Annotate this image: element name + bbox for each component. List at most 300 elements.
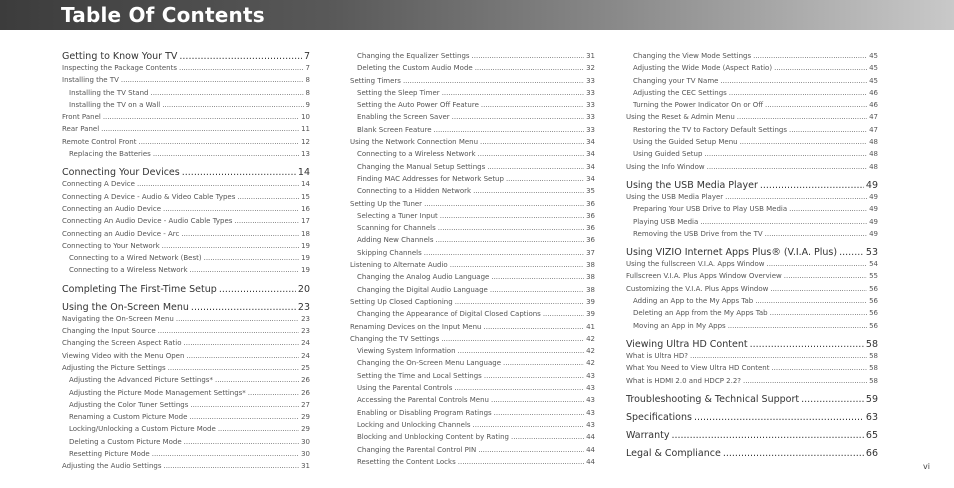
dot-leader [700, 216, 867, 228]
toc-entry[interactable] [350, 394, 595, 406]
toc-entry-title: Connecting to a Wired Network (Best) [69, 254, 202, 263]
dot-leader [475, 62, 584, 74]
dot-leader [740, 136, 868, 148]
toc-entry[interactable] [626, 180, 878, 191]
toc-entry-page: 34 [586, 150, 595, 159]
toc-entry-title: Setting the Auto Power Off Feature [357, 101, 479, 110]
toc-entry[interactable] [350, 124, 595, 136]
toc-entry-title: Setting Up the Tuner [350, 199, 423, 208]
toc-entry-page: 23 [301, 314, 310, 323]
toc-entry-page: 47 [869, 113, 878, 122]
toc-entry[interactable] [62, 74, 310, 86]
toc-entry-page: 29 [301, 413, 310, 422]
dot-leader [771, 362, 867, 374]
dot-leader [472, 50, 585, 62]
toc-entry[interactable] [626, 136, 878, 148]
dot-leader [753, 50, 867, 62]
toc-entry[interactable] [626, 448, 878, 459]
toc-entry[interactable] [350, 148, 595, 160]
dot-leader [190, 399, 299, 411]
toc-entry-page: 15 [301, 192, 310, 201]
dot-leader [234, 215, 299, 227]
toc-entry[interactable] [62, 51, 310, 62]
page-title: Table Of Contents [61, 3, 265, 27]
toc-entry[interactable] [62, 215, 310, 227]
dot-leader [440, 210, 584, 222]
dot-leader [503, 357, 584, 369]
toc-entry[interactable] [350, 136, 595, 148]
toc-entry[interactable] [350, 284, 595, 296]
toc-entry-title: Resetting the Content Locks [357, 457, 456, 466]
dot-leader [184, 337, 300, 349]
toc-entry-title: Completing The First-Time Setup [62, 283, 217, 295]
dot-leader [181, 228, 299, 240]
toc-entry-page: 9 [305, 100, 310, 109]
toc-entry[interactable] [350, 111, 595, 123]
toc-entry[interactable] [62, 325, 310, 337]
toc-entry[interactable] [626, 350, 878, 362]
toc-entry[interactable] [626, 307, 878, 319]
toc-entry[interactable] [626, 87, 878, 99]
toc-entry[interactable] [62, 264, 310, 276]
toc-entry-title: Using the Info Window [626, 162, 705, 171]
dot-leader [150, 87, 303, 99]
dot-leader [454, 382, 584, 394]
toc-entry[interactable] [626, 62, 878, 74]
toc-entry[interactable] [350, 185, 595, 197]
toc-entry[interactable] [62, 387, 310, 399]
dot-leader [153, 148, 299, 160]
dot-leader [481, 99, 584, 111]
toc-entry[interactable] [350, 407, 595, 419]
toc-entry-page: 36 [586, 236, 595, 245]
toc-entry-title: Removing the USB Drive from the TV [633, 229, 763, 238]
toc-entry[interactable] [626, 283, 878, 295]
toc-entry-title: Installing the TV [62, 76, 119, 85]
toc-entry[interactable] [350, 99, 595, 111]
toc-entry-title: Locking and Unlocking Channels [357, 420, 471, 429]
toc-entry[interactable] [62, 302, 310, 313]
dot-leader [491, 394, 584, 406]
toc-entry-title: Viewing Video with the Menu Open [62, 351, 185, 360]
dot-leader [480, 136, 584, 148]
toc-entry-page: 8 [305, 88, 310, 97]
toc-entry[interactable] [62, 337, 310, 349]
toc-entry-page: 11 [301, 125, 310, 134]
toc-entry-page: 34 [586, 162, 595, 171]
dot-leader [478, 444, 584, 456]
toc-entry[interactable] [626, 339, 878, 350]
toc-entry-page: 7 [303, 51, 310, 62]
toc-entry-page: 44 [586, 445, 595, 454]
toc-entry-title: Troubleshooting & Technical Support [626, 393, 800, 405]
dot-leader [218, 423, 299, 435]
toc-entry[interactable] [626, 375, 878, 387]
dot-leader [403, 75, 584, 87]
toc-entry[interactable] [626, 216, 878, 228]
toc-entry-title: Adding an App to the My Apps Tab [633, 297, 754, 306]
dot-leader [725, 191, 867, 203]
toc-column-1 [62, 51, 310, 473]
toc-entry-page: 14 [297, 167, 310, 179]
toc-entry[interactable] [62, 362, 310, 374]
toc-entry[interactable] [626, 50, 878, 62]
toc-entry-page: 38 [586, 273, 595, 282]
toc-entry[interactable] [62, 203, 310, 215]
toc-entry-page: 18 [301, 229, 310, 238]
toc-entry[interactable] [62, 136, 310, 148]
toc-entry[interactable] [626, 320, 878, 332]
dot-leader [543, 308, 584, 320]
toc-entry[interactable] [62, 460, 310, 472]
toc-entry[interactable] [626, 394, 878, 405]
toc-entry-page: 23 [301, 327, 310, 336]
toc-entry-page: 31 [586, 52, 595, 60]
toc-entry-title: Using the On-Screen Menu [62, 301, 189, 313]
toc-entry-page: 13 [301, 150, 310, 159]
toc-entry-page: 26 [301, 388, 310, 397]
toc-entry[interactable] [626, 203, 878, 215]
toc-entry[interactable] [350, 444, 595, 456]
dot-leader [168, 362, 299, 374]
toc-entry-title: Selecting a Tuner Input [357, 211, 438, 220]
toc-entry-page: 48 [869, 138, 878, 147]
dot-leader [182, 167, 296, 178]
toc-entry[interactable] [62, 313, 310, 325]
toc-entry-title: Renaming a Custom Picture Mode [69, 413, 188, 422]
toc-entry-page: 23 [297, 301, 310, 313]
dot-leader [720, 75, 867, 87]
dot-leader [789, 203, 867, 215]
toc-entry[interactable] [62, 240, 310, 252]
dot-leader [511, 431, 584, 443]
toc-entry-page: 56 [869, 309, 878, 318]
toc-entry-page: 34 [586, 138, 595, 147]
toc-entry-page: 30 [301, 437, 310, 446]
toc-entry[interactable] [350, 259, 595, 271]
toc-entry-title: Changing the Analog Audio Language [357, 273, 490, 282]
toc-entry-title: Using the fullscreen V.I.A. Apps Window [626, 260, 765, 269]
toc-entry-title: Connecting to a Wireless Network [357, 150, 476, 159]
toc-entry-title: Moving an App in My Apps [633, 321, 726, 330]
toc-entry-page: 30 [301, 450, 310, 459]
toc-entry-page: 38 [586, 261, 595, 270]
toc-entry[interactable] [62, 284, 310, 295]
dot-leader [737, 111, 867, 123]
toc-entry-title: Changing the TV Settings [350, 334, 440, 343]
dot-leader [162, 240, 299, 252]
dot-leader [163, 460, 299, 472]
dot-leader [152, 448, 299, 460]
toc-entry[interactable] [626, 191, 878, 203]
toc-entry[interactable] [626, 228, 878, 240]
toc-entry[interactable] [626, 111, 878, 123]
toc-entry[interactable] [626, 362, 878, 374]
toc-entry-title: Using the Network Connection Menu [350, 138, 479, 147]
toc-entry-title: Viewing System Information [357, 347, 456, 356]
toc-entry-page: 47 [869, 125, 878, 134]
toc-entry-title: Setting the Time and Local Settings [357, 371, 482, 380]
toc-entry[interactable] [62, 191, 310, 203]
toc-entry[interactable] [350, 50, 595, 62]
toc-entry-page: 43 [586, 408, 595, 417]
dot-leader [801, 394, 864, 405]
toc-entry[interactable] [626, 75, 878, 87]
toc-entry-title: Setting Up Closed Captioning [350, 297, 453, 306]
dot-leader [184, 436, 299, 448]
toc-entry-title: Deleting the Custom Audio Mode [357, 64, 473, 73]
toc-entry-title: Adjusting the Picture Mode Management Settings* [69, 388, 246, 397]
toc-entry[interactable] [62, 87, 310, 99]
dot-leader [494, 407, 584, 419]
toc-entry-title: Installing the TV on a Wall [69, 100, 161, 109]
toc-entry-page: 10 [301, 113, 310, 122]
toc-entry[interactable] [62, 252, 310, 264]
toc-entry-page: 42 [586, 359, 595, 368]
dot-leader [487, 161, 584, 173]
dot-leader [473, 419, 585, 431]
toc-entry[interactable] [62, 62, 310, 74]
dot-leader [441, 333, 584, 345]
toc-entry-title: Connecting A Device [62, 180, 135, 189]
toc-entry[interactable] [350, 222, 595, 234]
dot-leader [478, 148, 585, 160]
toc-entry[interactable] [350, 271, 595, 283]
dot-leader [215, 374, 299, 386]
dot-leader [765, 228, 867, 240]
toc-entry-page: 49 [869, 205, 878, 214]
dot-leader [506, 173, 584, 185]
toc-entry[interactable] [626, 270, 878, 282]
dot-leader [774, 62, 867, 74]
toc-entry[interactable] [62, 411, 310, 423]
toc-entry-page: 24 [301, 351, 310, 360]
toc-entry-title: Customizing the V.I.A. Plus Apps Window [626, 284, 769, 293]
toc-entry[interactable] [350, 87, 595, 99]
toc-entry-page: 33 [586, 88, 595, 97]
toc-entry[interactable] [350, 431, 595, 443]
toc-entry-page: 43 [586, 420, 595, 429]
toc-entry[interactable] [626, 124, 878, 136]
dot-leader [190, 264, 300, 276]
toc-entry-page: 42 [586, 347, 595, 356]
toc-entry-title: Changing the Screen Aspect Ratio [62, 339, 182, 348]
toc-entry[interactable] [350, 75, 595, 87]
dot-leader [438, 222, 584, 234]
toc-entry-page: 26 [301, 376, 310, 385]
toc-entry-page: 58 [869, 364, 878, 373]
toc-entry-title: Connecting to a Wireless Network [69, 266, 188, 275]
toc-entry-title: Using Guided Setup [633, 150, 703, 159]
toc-entry[interactable] [626, 295, 878, 307]
toc-entry-title: Finding MAC Addresses for Network Setup [357, 174, 504, 183]
toc-entry[interactable] [62, 436, 310, 448]
dot-leader [694, 412, 864, 423]
toc-entry-title: What is Ultra HD? [626, 351, 689, 360]
toc-entry-page: 16 [301, 204, 310, 213]
toc-entry-page: 39 [586, 297, 595, 306]
toc-entry[interactable] [350, 210, 595, 222]
toc-entry-title: Changing the Input Source [62, 327, 156, 336]
toc-entry-title: Changing the Parental Control PIN [357, 445, 477, 454]
dot-leader [121, 74, 304, 86]
toc-entry-page: 19 [301, 266, 310, 275]
toc-entry-title: Connecting an Audio Device - Arc [62, 229, 180, 238]
toc-entry[interactable] [626, 161, 878, 173]
toc-entry-title: Using the Guided Setup Menu [633, 138, 738, 147]
toc-entry-title: What is HDMI 2.0 and HDCP 2.2? [626, 376, 742, 385]
toc-entry-page: 63 [865, 411, 878, 423]
toc-entry-page: 33 [586, 76, 595, 85]
dot-leader [760, 180, 864, 191]
toc-entry[interactable] [350, 173, 595, 185]
toc-entry-title: Changing the Equalizer Settings [357, 52, 470, 60]
toc-entry[interactable] [626, 412, 878, 423]
toc-entry-page: 44 [586, 433, 595, 442]
dot-leader [455, 296, 584, 308]
toc-entry-page: 25 [301, 363, 310, 372]
toc-entry-page: 29 [301, 425, 310, 434]
toc-entry[interactable] [62, 111, 310, 123]
toc-entry-title: Renaming Devices on the Input Menu [350, 322, 482, 331]
toc-entry-page: 45 [869, 76, 878, 85]
dot-leader [162, 99, 303, 111]
toc-entry[interactable] [350, 357, 595, 369]
toc-entry-title: Enabling or Disabling Program Ratings [357, 408, 492, 417]
toc-entry-page: 19 [301, 241, 310, 250]
toc-entry[interactable] [62, 148, 310, 160]
toc-entry-page: 49 [869, 217, 878, 226]
toc-entry-page: 12 [301, 137, 310, 146]
toc-entry[interactable] [62, 99, 310, 111]
toc-entry[interactable] [626, 258, 878, 270]
toc-entry-page: 49 [869, 229, 878, 238]
toc-entry[interactable] [350, 296, 595, 308]
dot-leader [158, 325, 299, 337]
toc-entry-title: Skipping Channels [357, 248, 422, 257]
toc-entry-page: 58 [865, 338, 878, 350]
dot-leader [450, 259, 584, 271]
toc-entry-page: 27 [301, 400, 310, 409]
toc-entry-title: Adjusting the CEC Settings [633, 88, 727, 97]
toc-entry[interactable] [62, 423, 310, 435]
toc-entry-page: 36 [586, 211, 595, 220]
toc-entry[interactable] [62, 167, 310, 178]
dot-leader [219, 284, 296, 295]
dot-leader [191, 302, 296, 313]
toc-entry-title: Changing the Digital Audio Language [357, 285, 488, 294]
dot-leader [442, 87, 584, 99]
toc-entry-page: 49 [865, 179, 878, 191]
dot-leader [770, 283, 867, 295]
toc-entry[interactable] [626, 99, 878, 111]
toc-entry-title: Navigating the On-Screen Menu [62, 314, 174, 323]
toc-entry[interactable] [350, 382, 595, 394]
toc-entry-page: 45 [869, 52, 878, 60]
toc-entry[interactable] [350, 247, 595, 259]
toc-entry[interactable] [350, 234, 595, 246]
toc-entry[interactable] [62, 178, 310, 190]
toc-entry[interactable] [62, 350, 310, 362]
toc-entry-title: Deleting an App from the My Apps Tab [633, 309, 768, 318]
dot-leader [186, 350, 299, 362]
dot-leader [101, 123, 299, 135]
toc-entry[interactable] [350, 370, 595, 382]
dot-leader [434, 124, 585, 136]
toc-entry[interactable] [350, 321, 595, 333]
toc-entry-title: Connecting to a Hidden Network [357, 187, 472, 196]
toc-entry-page: 44 [586, 457, 595, 466]
dot-leader [179, 51, 302, 62]
toc-entry[interactable] [350, 345, 595, 357]
toc-entry-title: Legal & Compliance [626, 447, 721, 459]
toc-entry[interactable] [626, 247, 878, 258]
toc-entry[interactable] [350, 161, 595, 173]
toc-entry-title: Resetting Picture Mode [69, 450, 150, 459]
toc-entry[interactable] [350, 456, 595, 468]
toc-entry-page: 24 [301, 339, 310, 348]
toc-entry-page: 66 [865, 447, 878, 459]
toc-entry-title: Fullscreen V.I.A. Plus Apps Window Overview [626, 272, 782, 281]
toc-entry-page: 43 [586, 384, 595, 393]
toc-entry-title: Connecting A Device - Audio & Video Cable Types [62, 192, 236, 201]
toc-entry-title: Scanning for Channels [357, 224, 436, 233]
toc-entry[interactable] [350, 419, 595, 431]
toc-entry-title: What You Need to View Ultra HD Content [626, 364, 770, 373]
toc-entry-title: Setting Timers [350, 76, 401, 85]
toc-entry-page: 46 [869, 101, 878, 110]
dot-leader [237, 191, 299, 203]
toc-entry[interactable] [62, 374, 310, 386]
toc-entry[interactable] [62, 228, 310, 240]
toc-entry-title: Blocking and Unblocking Content by Rating [357, 433, 510, 442]
dot-leader [103, 111, 299, 123]
dot-leader [484, 370, 584, 382]
dot-leader [728, 320, 867, 332]
toc-entry-title: Setting the Sleep Timer [357, 88, 440, 97]
toc-entry[interactable] [62, 399, 310, 411]
toc-entry-page: 36 [586, 199, 595, 208]
toc-entry-page: 48 [869, 162, 878, 171]
toc-entry-page: 53 [865, 247, 878, 259]
toc-entry-title: Connecting to Your Network [62, 241, 160, 250]
toc-entry[interactable] [626, 430, 878, 441]
dot-leader [729, 87, 867, 99]
dot-leader [743, 375, 867, 387]
toc-entry[interactable] [350, 62, 595, 74]
toc-entry[interactable] [626, 148, 878, 160]
toc-entry-title: Warranty [626, 429, 670, 441]
toc-entry-page: 7 [305, 64, 310, 72]
toc-entry-page: 14 [301, 180, 310, 189]
toc-entry-title: Installing the TV Stand [69, 88, 149, 97]
toc-entry-page: 43 [586, 371, 595, 380]
toc-entry[interactable] [350, 198, 595, 210]
dot-leader [839, 247, 864, 258]
toc-entry-title: Replacing the Batteries [69, 150, 151, 159]
toc-entry[interactable] [350, 308, 595, 320]
dot-leader [784, 270, 867, 282]
toc-entry[interactable] [62, 448, 310, 460]
toc-entry-title: Specifications [626, 411, 692, 423]
dot-leader [707, 161, 867, 173]
toc-entry-title: Changing the Manual Setup Settings [357, 162, 486, 171]
toc-entry-title: Using the USB Media Player [626, 179, 758, 191]
toc-entry[interactable] [350, 333, 595, 345]
toc-entry-title: Restoring the TV to Factory Default Settings [633, 125, 788, 134]
toc-entry[interactable] [62, 123, 310, 135]
toc-entry-title: Adjusting the Advanced Picture Settings* [69, 376, 213, 385]
